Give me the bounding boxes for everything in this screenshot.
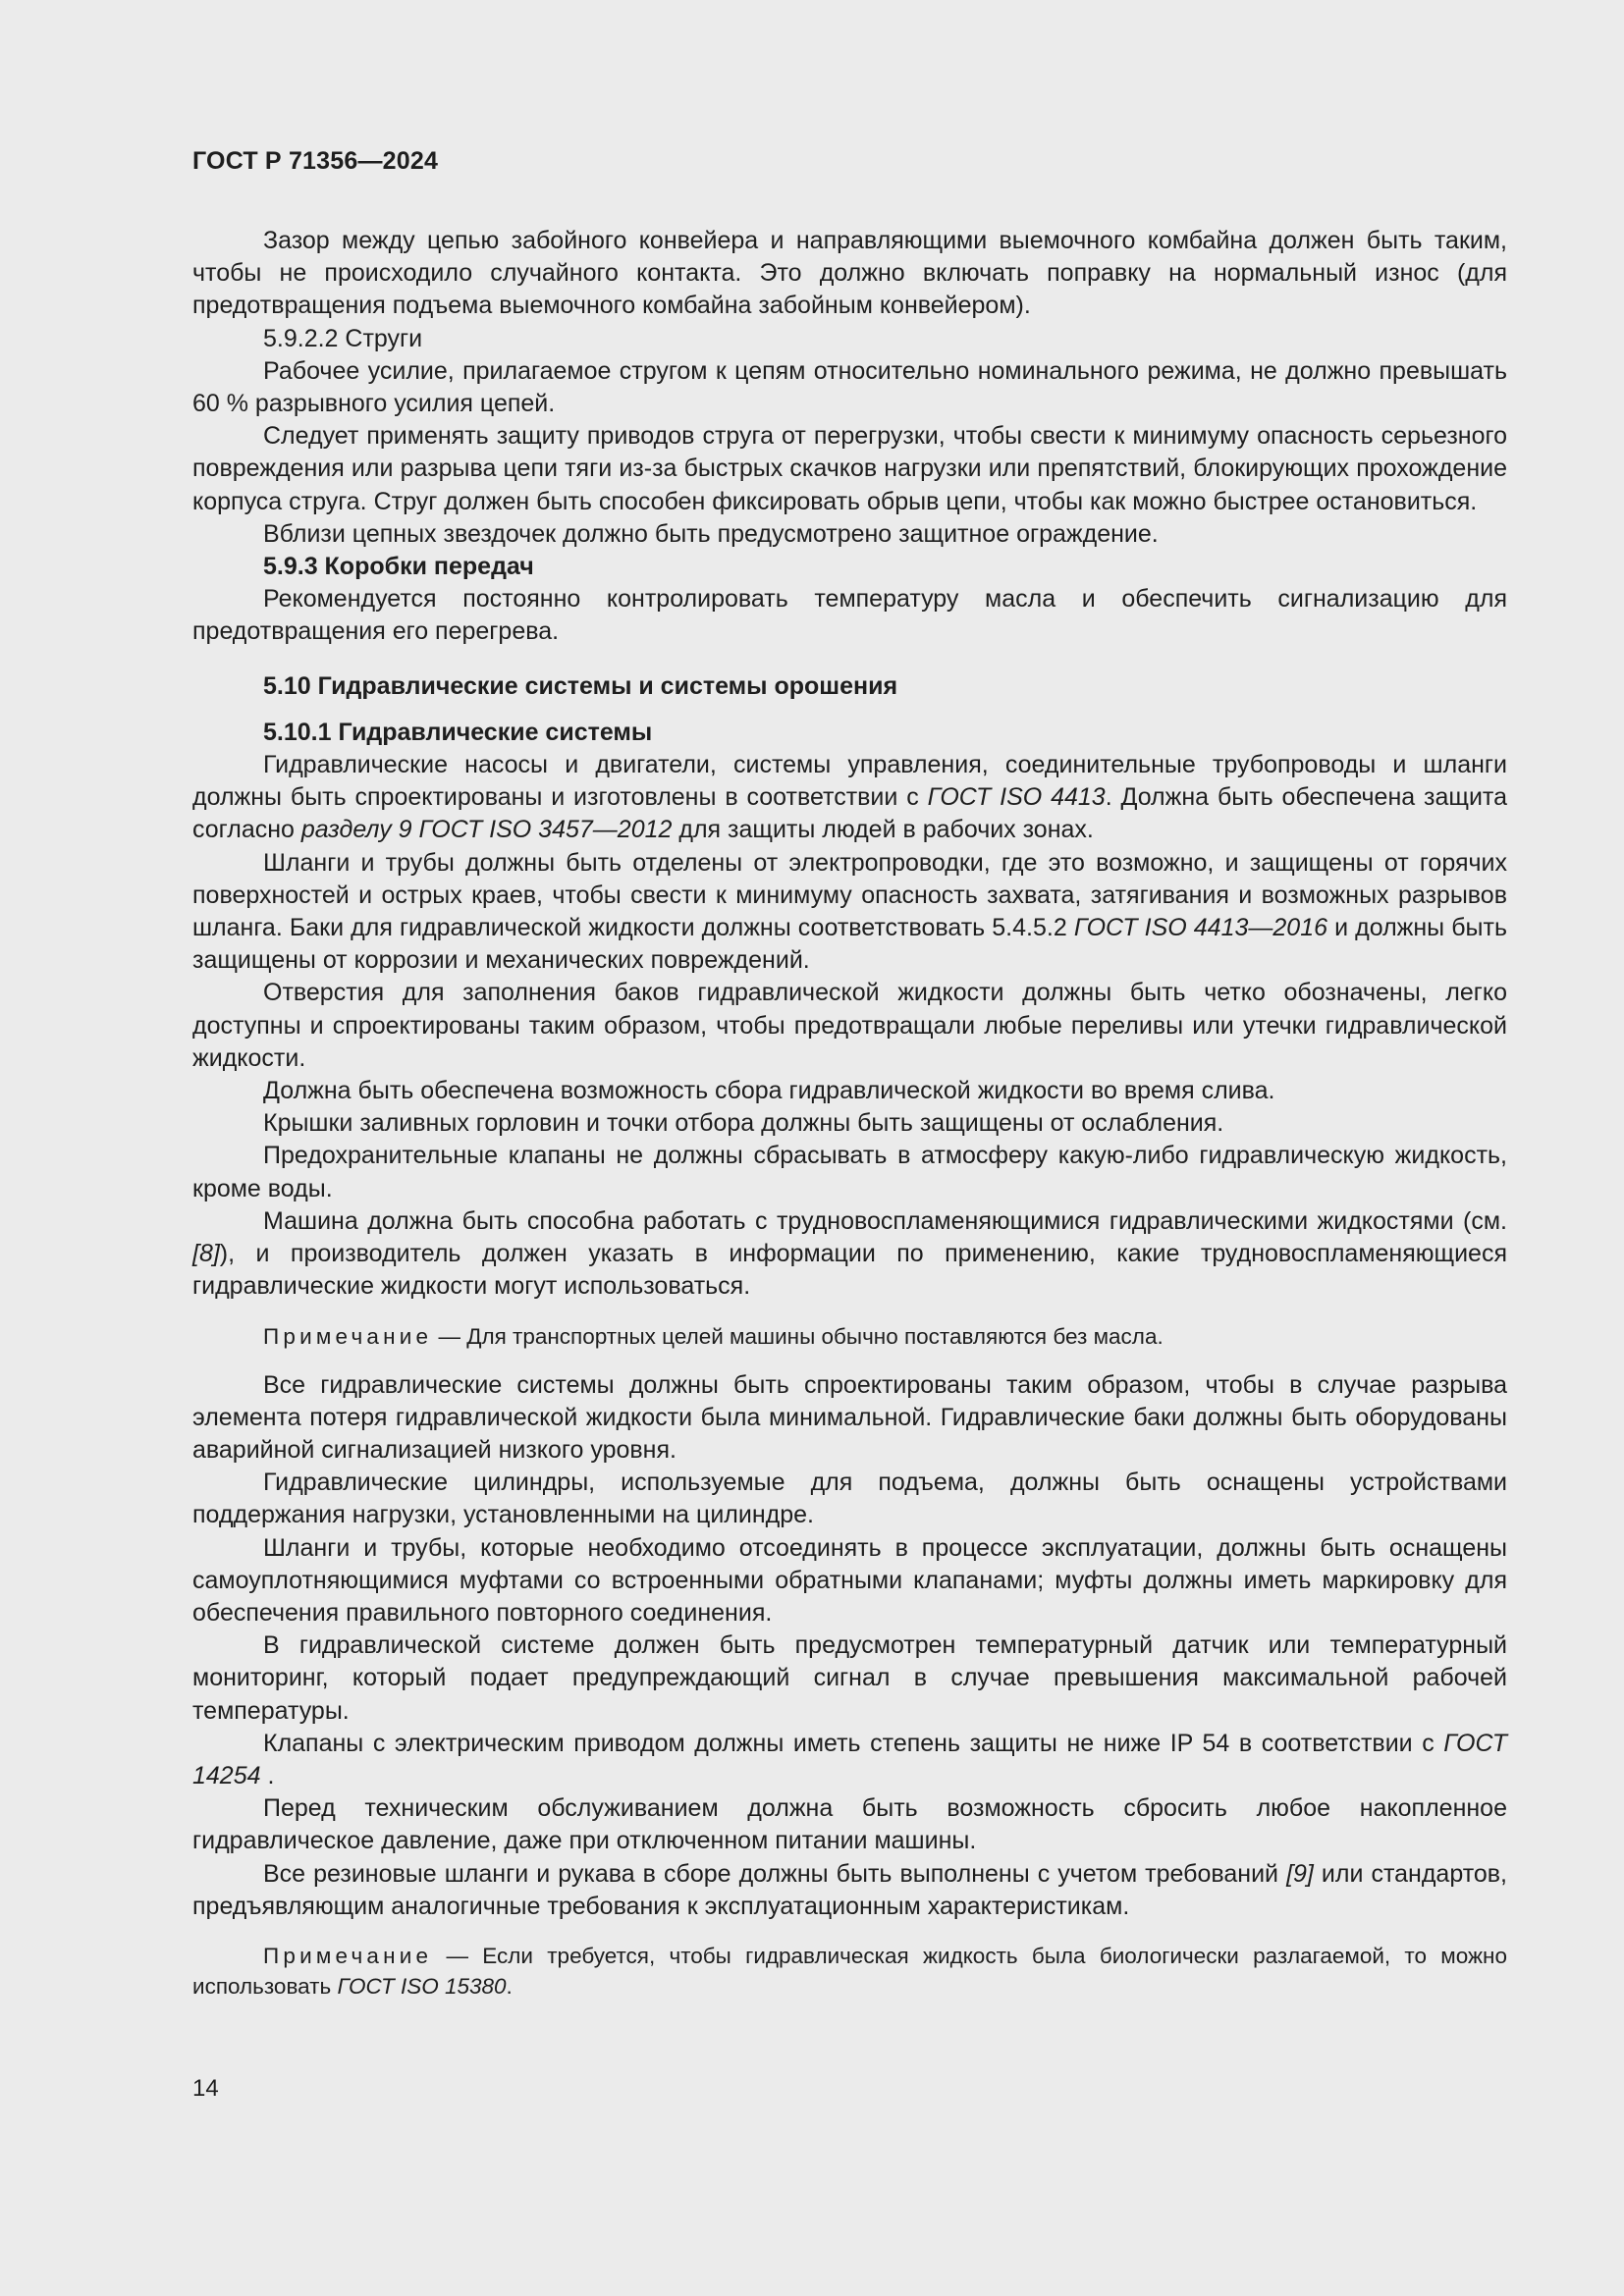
paragraph: Все гидравлические системы должны быть спроектированы таким образом, чтобы в случае разрыва элемента потеря гидравлической жидкости была минимальной. Гидравлические баки должны быть оборудованы аварийной сигнализацией низкого уровня.	[192, 1370, 1507, 1464]
page-number: 14	[192, 2075, 219, 2102]
section-heading: 5.10.1 Гидравлические системы	[263, 718, 653, 746]
note-label: Примечание	[263, 1323, 433, 1349]
bibliography-reference: [8]	[192, 1240, 220, 1268]
note: Примечание — Если требуется, чтобы гидравлическая жидкость была биологически разлагаемой, то можно использовать ГОСТ ISO 15380.	[192, 1943, 1507, 1999]
standard-reference: ГОСТ ISO 4413	[927, 783, 1106, 812]
paragraph: Рабочее усилие, прилагаемое стругом к цепям относительно номинального режима, не должно превышать 60 % разрывного усилия цепей.	[192, 356, 1507, 418]
section-heading: 5.10 Гидравлические системы и системы орошения	[263, 671, 898, 700]
standard-reference: ГОСТ ISO 4413—2016	[1073, 914, 1327, 942]
paragraph: Должна быть обеспечена возможность сбора гидравлической жидкости во время слива.	[263, 1077, 1275, 1105]
note: Примечание — Для транспортных целей машины обычно поставляются без масла.	[263, 1323, 1164, 1349]
paragraph: Перед техническим обслуживанием должна быть возможность сбросить любое накопленное гидравлическое давление, даже при отключенном питании машины.	[192, 1794, 1507, 1855]
subsection-title: 5.9.2.2 Струги	[263, 324, 423, 352]
bibliography-reference: [9]	[1286, 1859, 1314, 1888]
paragraph: Предохранительные клапаны не должны сбрасывать в атмосферу какую-либо гидравлическую жидкость, кроме воды.	[192, 1142, 1507, 1202]
paragraph: Шланги и трубы, которые необходимо отсоединять в процессе эксплуатации, должны быть оснащены самоуплотняющимися муфтами со встроенными обратными клапанами; муфты должны иметь маркировку для обеспечения правильного повторного соединения.	[192, 1533, 1507, 1627]
paragraph: Гидравлические цилиндры, используемые для подъема, должны быть оснащены устройствами поддержания нагрузки, установленными на цилиндре.	[192, 1468, 1507, 1529]
paragraph: Машина должна быть способна работать с трудновоспламеняющимися гидравлическими жидкостями (см. [8]), и производитель должен указать в информации по применению, какие трудновоспламеняющиеся гидравлические жидкости могут использоваться.	[192, 1206, 1507, 1301]
paragraph: Следует применять защиту приводов струга от перегрузки, чтобы свести к минимуму опасность серьезного повреждения или разрыва цепи тяги из-за быстрых скачков нагрузки или препятствий, блокирующих прохождение корпуса струга. Струг должен быть способен фиксировать обрыв цепи, чтобы как можно быстрее остановиться.	[192, 422, 1507, 515]
paragraph: Вблизи цепных звездочек должно быть предусмотрено защитное ограждение.	[263, 519, 1159, 548]
standard-reference: разделу 9 ГОСТ ISO 3457—2012	[300, 816, 673, 844]
paragraph: Клапаны с электрическим приводом должны иметь степень защиты не ниже IP 54 в соответствии с ГОСТ 14254 .	[192, 1729, 1507, 1789]
paragraph: Гидравлические насосы и двигатели, системы управления, соединительные трубопроводы и шланги должны быть спроектированы и изготовлены в соответствии с ГОСТ ISO 4413. Должна быть обеспечена защита согласно разделу 9 ГОСТ ISO 3457—2012 для защиты людей в рабочих зонах.	[192, 751, 1507, 844]
section-heading: 5.9.3 Коробки передач	[263, 553, 534, 581]
paragraph: Отверстия для заполнения баков гидравлической жидкости должны быть четко обозначены, легко доступны и спроектированы таким образом, чтобы предотвращали любые переливы или утечки гидравлической жидкости.	[192, 979, 1507, 1072]
standard-reference: ГОСТ ISO 15380	[337, 1973, 507, 1999]
standard-reference: ГОСТ 14254	[192, 1729, 1507, 1789]
note-label: Примечание	[263, 1943, 433, 1968]
document-body	[192, 225, 1507, 2002]
paragraph: Зазор между цепью забойного конвейера и направляющими выемочного комбайна должен быть таким, чтобы не происходило случайного контакта. Это должно включать поправку на нормальный износ (для предотвращения подъема выемочного комбайна забойным конвейером).	[192, 227, 1507, 320]
paragraph: Все резиновые шланги и рукава в сборе должны быть выполнены с учетом требований [9] или стандартов, предъявляющим аналогичные требования к эксплуатационным характеристикам.	[192, 1859, 1507, 1920]
paragraph: Крышки заливных горловин и точки отбора должны быть защищены от ослабления.	[263, 1109, 1224, 1138]
paragraph: Рекомендуется постоянно контролировать температуру масла и обеспечить сигнализацию для предотвращения его перегрева.	[192, 585, 1507, 646]
paragraph: В гидравлической системе должен быть предусмотрен температурный датчик или температурный мониторинг, который подает предупреждающий сигнал в случае превышения максимальной рабочей температуры.	[192, 1631, 1507, 1725]
paragraph: Шланги и трубы должны быть отделены от электропроводки, где это возможно, и защищены от горячих поверхностей и острых краев, чтобы свести к минимуму опасность захвата, затягивания и возможных разрывов шланга. Баки для гидравлической жидкости должны соответствовать 5.4.5.2 ГОСТ ISO 4413—2016 и должны быть защищены от коррозии и механических повреждений.	[192, 848, 1508, 975]
document-header: ГОСТ Р 71356—2024	[192, 147, 439, 175]
